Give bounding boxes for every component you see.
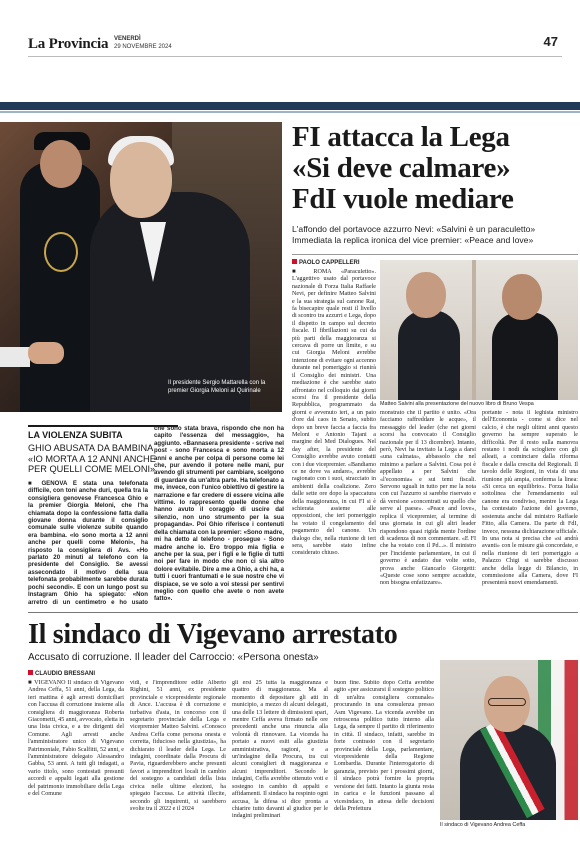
story2-column-2: vidi, e l'imprenditore edile Alberto Righini, 51 anni, ex presidente provinciale e vicepresidente regionale di Ance. L'accusa è di corruzione e turbativa d'asta, in concorso con il segretario provinciale della Lega e vicepremier Matteo Salvini. «Conosco Andrea Ceffa come persona onesta e corretta, fiducioso nella giustizia», ha dichiarato il leader della Lega. Le indagini, coordinate dalla Procura di Pavia, riguarderebbero anche presunti favori a imprenditori locali in cambio del sostegno a candidati della lista civica nelle ultime elezioni, ha spiegato l'accusa. Le attività illecite, secondo gli inquirenti, si sarebbero svolte tra il 2022 e il 2024 — [130, 680, 226, 812]
story1-column-4: portante - nota il leghista ministro dell'Economia - come si dice nel calcio, è che negli ultimi anni questo governo ha sempre superato le difficoltà. Per il resto sulla manovra restano i nodi da sciogliere con gli alleati, a cominciare dalla riforma fiscale e dalla crescita del Regionali. Il tavolo delle Regioni, in vista di una riunione più ampia, conferma la linea: «Si cerca un equilibrio». Forza Italia sottolinea che l'emendamento sul canone era condiviso, mentre la Lega ha contestato l'azione del governo, sostenuta anche dal ministro Raffaele Fitto, alla Camera. Da parte di FdI, invece, nessuna dichiarazione ufficiale. In una nota si precisa che «si andrà avanti» con le misure già concordate, e nella riunione di ieri pomeriggio a Palazzo Chigi si sarebbe discusso anche della legge di Bilancio, in commissione alla Camera, dove FI presenterà nuovi emendamenti. — [482, 410, 578, 587]
photo1-caption: Il presidente Sergio Mattarella con la premier Giorgia Meloni al Quirinale — [168, 380, 266, 394]
photo-handshake — [28, 342, 64, 364]
story1-headline: FI attacca la Lega «Si deve calmare» FdI vuole mediare — [292, 121, 514, 215]
byline-marker-icon — [28, 670, 33, 675]
story2-column-4: buon fine. Subito dopo Ceffa avrebbe agito «per assicurarsi il sostegno politico di un'altra consigliera comunale» procurando in una consulenza presso Asm Vigevano. La vicenda avrebbe un retroscena politico tutto interno alla Lega, da sempre il partito di riferimento in città. Il sindaco, infatti, sarebbe in forte contrasto con il segretario provinciale della Lega, parlamentare, vicepresidente della Regione Lombardia. Durante l'interrogatorio di garanzia, previsto per i prossimi giorni, il sindaco potrà fornire la propria versione dei fatti. Intanto la giunta resta in carica e le funzioni passano al vicesindaco, in attesa delle decisioni della Prefettura — [334, 680, 434, 812]
byline-marker-icon — [292, 259, 297, 264]
photo-mattarella-meloni — [0, 122, 282, 412]
section-band-accent — [0, 111, 580, 113]
photo-president — [90, 192, 250, 412]
issue-date — [114, 36, 172, 51]
section-band — [0, 102, 580, 110]
photo-sindaco-ceffa — [440, 660, 578, 820]
story1-deck: L'affondo del portavoce azzurro Nevi: «Salvini è un paraculetto» Immediata la replica ironica del vice premier: «Peace and love» — [292, 224, 536, 245]
box-column-2: che sono stata brava, rispondo che non ha capito l'essenza del messaggio», ha aggiunto. «Bannasera presidente - scrive nel post - sono Francesca e sono morta a 12 anni e anche per colpa di persone come lei che, pur avendo il potere nelle mani, pur avendo gli strumenti per cambiare, scelgono di guardare da un'altra parte. Ha telefonato a me, invece, con l'unico obiettivo di gestire la narrazione e far credere di essere vicina alle vittime. Io rappresento quelle donne che hanno avuto il coraggio di uscire dal silenzio, non uno strumento per la sua propaganda». Poi Ghio riferisce i contenuti della chiamata con la premier: «Sono madre, mi ha detto al telefono - prosegue - Sono madre anche io. Ero troppo mia figlia e anche per la sua, per i figli e le figlie di tutti noi per fare in modo che non ci sia altro dolore evitabile. Dire a me a Ghio, a chi ha, a tutti i cuori frantumati e le sue nostre che vi dispiace, se ve solo a voi stessi per sentirvi meglio con quello che avete o non avete fatto». — [154, 425, 284, 603]
story2-headline: Il sindaco di Vigevano arrestato — [28, 619, 398, 650]
story2-deck: Accusato di corruzione. Il leader del Carroccio: «Persona onesta» — [28, 652, 319, 663]
masthead — [0, 0, 580, 60]
box-headline: GHIO ABUSATA DA BAMBINA «IO MORTA A 12 ANNI ANCHE PER QUELLI COME MELONI» — [28, 443, 156, 475]
story1-byline: PAOLO CAPPELLERI — [292, 259, 360, 266]
photo3-caption: Il sindaco di Vigevano Andrea Ceffa — [440, 822, 526, 828]
glasses-icon — [488, 698, 526, 706]
story2-column-3: gli ersi 25 tutta la maggioranza e quattro di maggioranza. Ma al momento di depositare gli atti in municipio, a mezzo di alcuni delegati, una delle 13 lettere di dimissioni spari, mentre Ceffa aveva firmato nelle ore precedenti anche una rinuncia alla volontà di rinnovare. La vicenda ha portato a nuovi esiti alla giustizia amministrativa, ragioni, e a un'indagine della Procura, tra cui alcuni consiglieri di maggioranza e alcuni imprenditori. Secondo le indagini, Ceffa avrebbe ottenuto voti e sostegno in cambio di appalti e affidamenti. Il sindaco ha respinto ogni accusa, la difesa si dice pronta a chiarire tutto davanti al giudice per le indagini preliminari — [232, 680, 328, 820]
deck-rule — [292, 254, 578, 255]
story1-column-3: monstrato che il partito è unito. «Ora facciamo raffreddare le acque», il messaggio del leader (che nei giorni scorsi ha convocato il Consiglio nazionale per il 13 dicembre). Intanto, però, Nevi ha invitato la Lega a darsi «una calmata», abbassolo che nel minimo a parlare a Salvini. Cosa poi è appellato a per Salvini che «l'economia» e sui temi fiscali. Servono uguali in tutto per me la nota con cui l'azzurro si sarebbe riservato e dà versione «concentrati su quello che serve al paese». «Peace and love», replica il vicepremier, al termine di una giornata in cui gli altri leader rispondono quasi rigida mente l'ordine di scadenza di non commentare. «E FI che ha votato con il Pd...». Il ministro per l'incidente parlamentare, in cui il governo è andato due volte sotto, prova anche Giancarlo Giorgetti: «Queste cose sono sempre accadute, non bisogna enfatizzare». — [380, 410, 476, 587]
box-column-1: ■ GENOVA È stata una telefonata difficile, con toni anche duri, quella tra la consigliera genovese Francesca Ghio e la premier Giorgia Meloni, che l'ha chiamata dopo la confessione fatta dalla giovane donna durante il consiglio comunale sulle violenze subite quando era bambina. «Io sono morta a 12 anni anche per quelli come Meloni», ha risposto la consigliera di Avs. «Ho parlato 20 minuti al telefono con la presidente del Consiglio. Se avessi assecondato il motivo della sua telefonata probabilmente sarebbe durata pochi secondi». E con un lungo post su Instagram Ghio ha spiegato: «Non arretro di un centimetro e ho usato — [28, 480, 148, 605]
section-separator — [28, 612, 578, 613]
photo-officer — [20, 162, 100, 412]
page-number: 47 — [543, 34, 558, 49]
masthead-rule — [28, 56, 562, 57]
story1-column-1: ■ ROMA «Paraculetto». L'aggettivo usato dal portavoce nazionale di Forza Italia Raffaele Nevi, per definire Matteo Salvini e la sua strategia sul canone Rai, fa bisecapire quale resti il livello di scontro tra azzurri e Lega, dopo il dispetto in campo sul decreto fiscale. Il fibrillazioni su cui da più parti della maggioranza si cercava di porre un limite, e su cui Giorgia Meloni avrebbe intenzione di evitare ogni accenno durante nel pomeriggio si riunirà il Consiglio dei ministri. Una mediazione è che sarebbe stato affrontato nel colloquio dai giorni scorsi fra il presidente della Repubblica, programmato da giorni e avvenuto ieri, a un paio d'ore dal caos in Senato, subito dopo un breve faccia a faccia fra Meloni e Antonio Tajani a margine del Med Dialogues. Nel day after, la presidente del Consiglio avrebbe avuto contatti con i due vicepremier. «Bandiamo ce ne dove va andare», avrebbe ragionato con i suoi, stracciato in ambienti della coalizione. Zero dalle sette ore dopo la spaccatura della maggioranza, in cui FI si è schierata assieme alle opposizioni, che ieri pomeriggio ha votato il congelamento del pagamento del canone. Un dialogo che, nella riunione di ieri sera, sarebbe stato infine considerato chiuso. — [292, 269, 376, 557]
photo2-caption: Matteo Salvini alla presentazione del nuovo libro di Bruno Vespa — [380, 401, 534, 407]
photo-salvini-vespa — [380, 260, 578, 400]
issue-date-text: 29 NOVEMBRE 2024 — [114, 43, 172, 50]
story2-column-1: ■ VIGEVANO Il sindaco di Vigevano Andrea Ceffa, 51 anni, della Lega, da ieri mattina è agli arresti domiciliari con l'accusa di corruzione insieme alla consigliera di maggioranza Roberta Giacometti, 45 anni, avvocato, eletta in una lista civica, e a tre dirigenti del Comune. Agli arresti anche l'amministratore unico di Vigevano Patrimoniale, Fabio Scalfitti, 52 anni, e l'amministratore delegato Alessandro Gabba, 53 anni. A tutti gli indagati, a vario titolo, sono contestati presunti accordi e appalti legati alla gestione del patrimonio immobiliare della Lega e del Comune — [28, 680, 124, 798]
story2-byline: CLAUDIO BRESSANI — [28, 670, 95, 677]
issue-day: VENERDÌ — [114, 36, 141, 42]
newspaper-logo: La Provincia — [28, 36, 109, 52]
box-kicker: LA VIOLENZA SUBITA — [28, 425, 178, 440]
